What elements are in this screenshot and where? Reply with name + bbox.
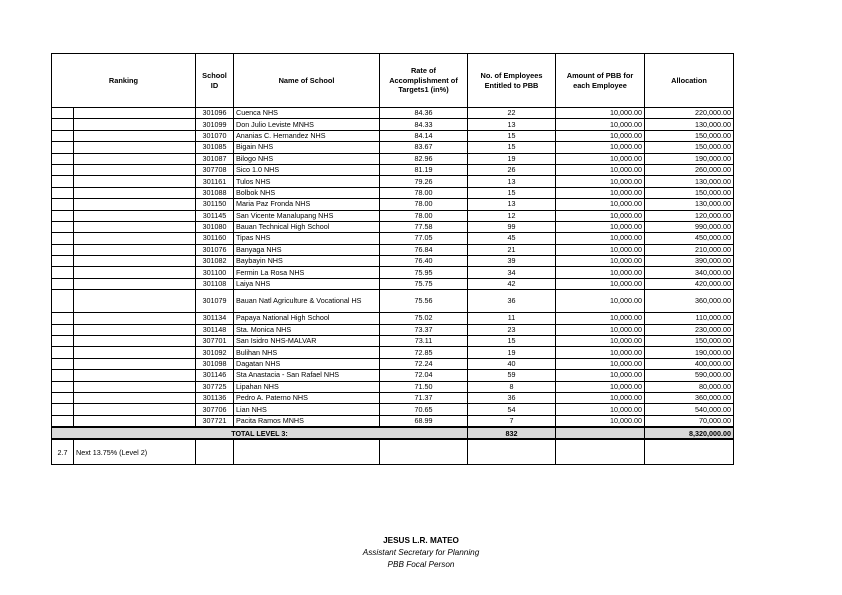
table-row — [52, 313, 734, 324]
school-id: 301148 — [196, 324, 234, 335]
rank-cell — [52, 392, 74, 403]
rank-cell — [52, 233, 74, 244]
school-id: 301145 — [196, 210, 234, 221]
table-row — [52, 119, 734, 130]
school-id: 301080 — [196, 221, 234, 232]
amount-cell: 10,000.00 — [556, 256, 645, 267]
rank-sub-cell — [74, 210, 196, 221]
rank-sub-cell — [74, 153, 196, 164]
employees-cell: 54 — [468, 404, 556, 415]
allocation-cell: 130,000.00 — [645, 176, 734, 187]
rank-cell — [52, 415, 74, 427]
school-name: Pacita Ramos MNHS — [234, 415, 380, 427]
school-name: Bulihan NHS — [234, 347, 380, 358]
amount-cell: 10,000.00 — [556, 164, 645, 175]
rate-cell: 75.75 — [380, 278, 468, 289]
rank-cell — [52, 290, 74, 313]
allocation-cell: 420,000.00 — [645, 278, 734, 289]
signatory-name: JESUS L.R. MATEO — [383, 536, 459, 545]
rank-sub-cell — [74, 278, 196, 289]
table-body — [52, 108, 734, 428]
rank-cell — [52, 278, 74, 289]
total-label: TOTAL LEVEL 3: — [52, 427, 468, 439]
amount-cell: 10,000.00 — [556, 370, 645, 381]
school-name: Tulos NHS — [234, 176, 380, 187]
school-name: Lipahan NHS — [234, 381, 380, 392]
allocation-cell: 190,000.00 — [645, 153, 734, 164]
rank-cell — [52, 108, 74, 119]
employees-cell: 15 — [468, 130, 556, 141]
employees-cell: 26 — [468, 164, 556, 175]
table-row — [52, 336, 734, 347]
employees-cell: 7 — [468, 415, 556, 427]
table-row — [52, 392, 734, 403]
school-id: 301092 — [196, 347, 234, 358]
employees-cell: 59 — [468, 370, 556, 381]
school-name: Banyaga NHS — [234, 244, 380, 255]
amount-cell: 10,000.00 — [556, 210, 645, 221]
amount-cell: 10,000.00 — [556, 313, 645, 324]
allocation-cell: 450,000.00 — [645, 233, 734, 244]
school-id: 307725 — [196, 381, 234, 392]
rank-cell — [52, 324, 74, 335]
allocation-cell: 360,000.00 — [645, 392, 734, 403]
rate-cell: 82.96 — [380, 153, 468, 164]
employees-cell: 39 — [468, 256, 556, 267]
allocation-cell: 70,000.00 — [645, 415, 734, 427]
rate-cell: 75.02 — [380, 313, 468, 324]
rank-sub-cell — [74, 267, 196, 278]
school-name: Dagatan NHS — [234, 358, 380, 369]
school-name: Lian NHS — [234, 404, 380, 415]
school-name: Bolbok NHS — [234, 187, 380, 198]
rank-sub-cell — [74, 164, 196, 175]
school-name: Maria Paz Fronda NHS — [234, 199, 380, 210]
school-name: Sta. Monica NHS — [234, 324, 380, 335]
rank-sub-cell — [74, 130, 196, 141]
rank-sub-cell — [74, 108, 196, 119]
rate-cell: 70.65 — [380, 404, 468, 415]
allocation-cell: 150,000.00 — [645, 130, 734, 141]
school-id: 301088 — [196, 187, 234, 198]
school-id: 307701 — [196, 336, 234, 347]
total-allocation: 8,320,000.00 — [645, 427, 734, 439]
rank-cell — [52, 267, 74, 278]
school-id: 301070 — [196, 130, 234, 141]
allocation-cell: 540,000.00 — [645, 404, 734, 415]
school-name: Sta Anastacia - San Rafael NHS — [234, 370, 380, 381]
allocation-cell: 190,000.00 — [645, 347, 734, 358]
employees-cell: 13 — [468, 176, 556, 187]
amount-cell: 10,000.00 — [556, 404, 645, 415]
school-name: Baybayin NHS — [234, 256, 380, 267]
rate-cell: 84.33 — [380, 119, 468, 130]
next-rank: 2.7 — [52, 439, 74, 465]
table-row — [52, 244, 734, 255]
rate-cell: 73.37 — [380, 324, 468, 335]
employees-cell: 19 — [468, 153, 556, 164]
rank-cell — [52, 221, 74, 232]
allocation-cell: 400,000.00 — [645, 358, 734, 369]
allocation-cell: 340,000.00 — [645, 267, 734, 278]
employees-cell: 36 — [468, 290, 556, 313]
school-name: Papaya National High School — [234, 313, 380, 324]
rank-sub-cell — [74, 392, 196, 403]
school-name: Ananias C. Hernandez NHS — [234, 130, 380, 141]
school-name: San Vicente Manalupang NHS — [234, 210, 380, 221]
rank-sub-cell — [74, 290, 196, 313]
rank-cell — [52, 358, 74, 369]
school-id: 301087 — [196, 153, 234, 164]
employees-cell: 34 — [468, 267, 556, 278]
rate-cell: 68.99 — [380, 415, 468, 427]
rank-sub-cell — [74, 404, 196, 415]
header-employees: No. of Employees Entitled to PBB — [468, 54, 556, 108]
table-row — [52, 153, 734, 164]
rate-cell: 81.19 — [380, 164, 468, 175]
school-id: 307708 — [196, 164, 234, 175]
school-name: Bilogo NHS — [234, 153, 380, 164]
amount-cell: 10,000.00 — [556, 244, 645, 255]
school-id: 301096 — [196, 108, 234, 119]
table-row — [52, 278, 734, 289]
rate-cell: 84.36 — [380, 108, 468, 119]
rate-cell: 75.56 — [380, 290, 468, 313]
table-row — [52, 267, 734, 278]
rank-cell — [52, 210, 74, 221]
amount-cell: 10,000.00 — [556, 415, 645, 427]
rank-cell — [52, 313, 74, 324]
rank-sub-cell — [74, 370, 196, 381]
school-id: 301146 — [196, 370, 234, 381]
employees-cell: 99 — [468, 221, 556, 232]
signatory-role: PBB Focal Person — [387, 560, 455, 569]
total-row — [52, 427, 734, 439]
rate-cell: 79.26 — [380, 176, 468, 187]
header-allocation: Allocation — [645, 54, 734, 108]
rank-cell — [52, 176, 74, 187]
amount-cell: 10,000.00 — [556, 233, 645, 244]
employees-cell: 12 — [468, 210, 556, 221]
rank-sub-cell — [74, 221, 196, 232]
rate-cell: 83.67 — [380, 142, 468, 153]
table-row — [52, 108, 734, 119]
allocation-cell: 210,000.00 — [645, 244, 734, 255]
employees-cell: 22 — [468, 108, 556, 119]
table-row — [52, 210, 734, 221]
rank-cell — [52, 142, 74, 153]
employees-cell: 15 — [468, 142, 556, 153]
allocation-cell: 260,000.00 — [645, 164, 734, 175]
rate-cell: 76.84 — [380, 244, 468, 255]
school-id: 301134 — [196, 313, 234, 324]
employees-cell: 13 — [468, 199, 556, 210]
rank-sub-cell — [74, 358, 196, 369]
total-amount-blank — [556, 427, 645, 439]
school-id: 301079 — [196, 290, 234, 313]
amount-cell: 10,000.00 — [556, 290, 645, 313]
school-name: Cuenca NHS — [234, 108, 380, 119]
allocation-cell: 120,000.00 — [645, 210, 734, 221]
rank-sub-cell — [74, 324, 196, 335]
table-row — [52, 290, 734, 313]
header-amount: Amount of PBB for each Employee — [556, 54, 645, 108]
school-id: 301098 — [196, 358, 234, 369]
table-row — [52, 404, 734, 415]
rank-cell — [52, 199, 74, 210]
rank-sub-cell — [74, 313, 196, 324]
allocation-cell: 150,000.00 — [645, 142, 734, 153]
school-id: 301082 — [196, 256, 234, 267]
table-row — [52, 256, 734, 267]
rate-cell: 78.00 — [380, 210, 468, 221]
rate-cell: 75.95 — [380, 267, 468, 278]
allocation-cell: 230,000.00 — [645, 324, 734, 335]
employees-cell: 15 — [468, 336, 556, 347]
school-name: Sico 1.0 NHS — [234, 164, 380, 175]
rank-sub-cell — [74, 142, 196, 153]
signatory-title: Assistant Secretary for Planning — [362, 548, 480, 557]
rank-cell — [52, 347, 74, 358]
rate-cell: 72.24 — [380, 358, 468, 369]
pbb-allocation-table — [51, 53, 734, 465]
employees-cell: 13 — [468, 119, 556, 130]
amount-cell: 10,000.00 — [556, 130, 645, 141]
employees-cell: 42 — [468, 278, 556, 289]
table-row — [52, 199, 734, 210]
total-employees: 832 — [468, 427, 556, 439]
school-name: Bauan Natl Agriculture & Vocational HS — [234, 290, 380, 313]
rank-cell — [52, 164, 74, 175]
allocation-cell: 80,000.00 — [645, 381, 734, 392]
rank-sub-cell — [74, 233, 196, 244]
school-id: 301160 — [196, 233, 234, 244]
employees-cell: 15 — [468, 187, 556, 198]
school-id: 301085 — [196, 142, 234, 153]
table-row — [52, 187, 734, 198]
rank-sub-cell — [74, 336, 196, 347]
rank-cell — [52, 370, 74, 381]
employees-cell: 8 — [468, 381, 556, 392]
employees-cell: 11 — [468, 313, 556, 324]
school-name: Bauan Technical High School — [234, 221, 380, 232]
rate-cell: 77.05 — [380, 233, 468, 244]
rank-cell — [52, 244, 74, 255]
rank-sub-cell — [74, 415, 196, 427]
amount-cell: 10,000.00 — [556, 324, 645, 335]
rank-cell — [52, 130, 74, 141]
school-id: 301150 — [196, 199, 234, 210]
table-row — [52, 176, 734, 187]
school-name: Tipas NHS — [234, 233, 380, 244]
school-name: Don Julio Leviste MNHS — [234, 119, 380, 130]
school-id: 301100 — [196, 267, 234, 278]
allocation-cell: 590,000.00 — [645, 370, 734, 381]
school-id: 301099 — [196, 119, 234, 130]
allocation-cell: 130,000.00 — [645, 199, 734, 210]
rank-cell — [52, 336, 74, 347]
school-name: Bigain NHS — [234, 142, 380, 153]
rank-cell — [52, 381, 74, 392]
rate-cell: 73.11 — [380, 336, 468, 347]
amount-cell: 10,000.00 — [556, 221, 645, 232]
amount-cell: 10,000.00 — [556, 119, 645, 130]
rank-sub-cell — [74, 244, 196, 255]
school-id: 307706 — [196, 404, 234, 415]
amount-cell: 10,000.00 — [556, 153, 645, 164]
school-id: 301108 — [196, 278, 234, 289]
employees-cell: 45 — [468, 233, 556, 244]
school-name: San Isidro NHS-MALVAR — [234, 336, 380, 347]
school-id: 307721 — [196, 415, 234, 427]
rank-sub-cell — [74, 187, 196, 198]
school-name: Fermin La Rosa NHS — [234, 267, 380, 278]
amount-cell: 10,000.00 — [556, 336, 645, 347]
rate-cell: 71.50 — [380, 381, 468, 392]
school-id: 301161 — [196, 176, 234, 187]
rank-sub-cell — [74, 347, 196, 358]
header-ranking: Ranking — [52, 54, 196, 108]
next-level-row — [52, 439, 734, 465]
employees-cell: 40 — [468, 358, 556, 369]
table-row — [52, 142, 734, 153]
table-row — [52, 233, 734, 244]
amount-cell: 10,000.00 — [556, 108, 645, 119]
rank-sub-cell — [74, 381, 196, 392]
rate-cell: 84.14 — [380, 130, 468, 141]
amount-cell: 10,000.00 — [556, 142, 645, 153]
header-school-id: School ID — [196, 54, 234, 108]
rank-sub-cell — [74, 119, 196, 130]
rank-sub-cell — [74, 199, 196, 210]
rate-cell: 77.58 — [380, 221, 468, 232]
table-row — [52, 347, 734, 358]
rate-cell: 76.40 — [380, 256, 468, 267]
table-row — [52, 130, 734, 141]
table-header-row — [52, 54, 734, 108]
amount-cell: 10,000.00 — [556, 199, 645, 210]
amount-cell: 10,000.00 — [556, 358, 645, 369]
amount-cell: 10,000.00 — [556, 392, 645, 403]
header-rate: Rate of Accomplishment of Targets1 (in%) — [380, 54, 468, 108]
school-name: Pedro A. Paterno NHS — [234, 392, 380, 403]
employees-cell: 23 — [468, 324, 556, 335]
amount-cell: 10,000.00 — [556, 278, 645, 289]
rank-cell — [52, 187, 74, 198]
amount-cell: 10,000.00 — [556, 347, 645, 358]
rate-cell: 78.00 — [380, 187, 468, 198]
rate-cell: 72.85 — [380, 347, 468, 358]
school-id: 301136 — [196, 392, 234, 403]
amount-cell: 10,000.00 — [556, 381, 645, 392]
table-row — [52, 358, 734, 369]
next-label: Next 13.75% (Level 2) — [74, 439, 196, 465]
table-row — [52, 324, 734, 335]
school-id: 301076 — [196, 244, 234, 255]
rank-sub-cell — [74, 176, 196, 187]
table-row — [52, 415, 734, 427]
rank-sub-cell — [74, 256, 196, 267]
rate-cell: 71.37 — [380, 392, 468, 403]
allocation-cell: 110,000.00 — [645, 313, 734, 324]
school-name: Laiya NHS — [234, 278, 380, 289]
allocation-cell: 150,000.00 — [645, 187, 734, 198]
allocation-cell: 390,000.00 — [645, 256, 734, 267]
amount-cell: 10,000.00 — [556, 267, 645, 278]
employees-cell: 19 — [468, 347, 556, 358]
rate-cell: 78.00 — [380, 199, 468, 210]
rank-cell — [52, 119, 74, 130]
header-school-name: Name of School — [234, 54, 380, 108]
allocation-cell: 130,000.00 — [645, 119, 734, 130]
rank-cell — [52, 256, 74, 267]
amount-cell: 10,000.00 — [556, 176, 645, 187]
rank-cell — [52, 404, 74, 415]
allocation-cell: 360,000.00 — [645, 290, 734, 313]
table-row — [52, 164, 734, 175]
allocation-cell: 990,000.00 — [645, 221, 734, 232]
allocation-cell: 220,000.00 — [645, 108, 734, 119]
table-row — [52, 370, 734, 381]
table-row — [52, 381, 734, 392]
table-row — [52, 221, 734, 232]
rate-cell: 72.04 — [380, 370, 468, 381]
amount-cell: 10,000.00 — [556, 187, 645, 198]
allocation-cell: 150,000.00 — [645, 336, 734, 347]
rank-cell — [52, 153, 74, 164]
employees-cell: 21 — [468, 244, 556, 255]
employees-cell: 36 — [468, 392, 556, 403]
